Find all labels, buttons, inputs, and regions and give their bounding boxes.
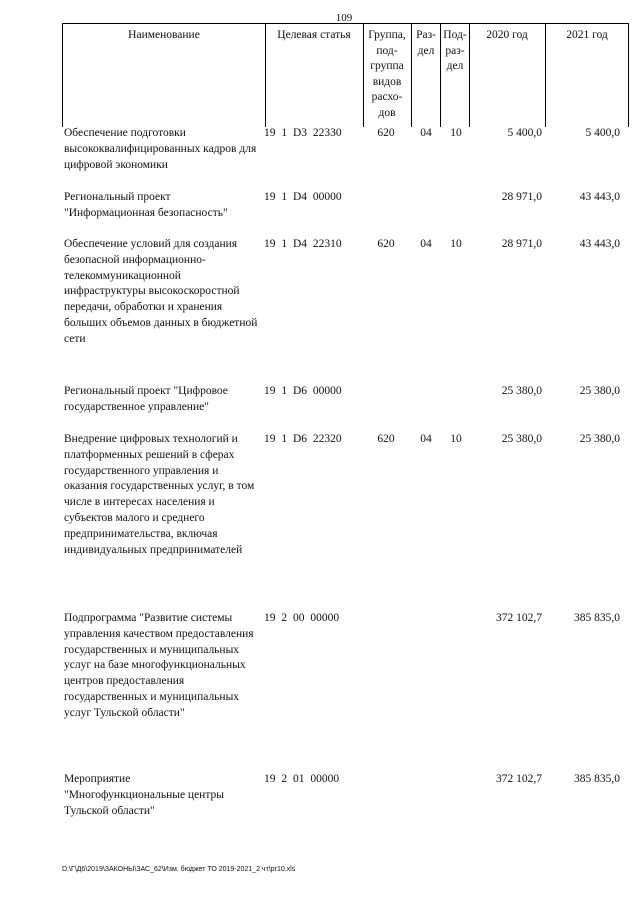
- row-group: 620: [377, 127, 395, 139]
- row-code: 19 2 01 00000: [264, 773, 340, 785]
- header-year-2020: 2020 год: [486, 29, 528, 41]
- row-2020: 28 971,0: [501, 238, 542, 250]
- table-border-right: [628, 23, 629, 127]
- row-razdel: 04: [420, 433, 432, 445]
- header-podrazdel: Под- раз- дел: [443, 29, 467, 72]
- row-2020: 28 971,0: [501, 191, 542, 203]
- header-group: Группа, под- группа видов расхо- дов: [368, 29, 406, 119]
- header-year-2021: 2021 год: [566, 29, 608, 41]
- page-number: 109: [335, 12, 353, 24]
- footer-file-path: D:\Г\Д6\2019\ЗАКОНЫ\ЗАС_62\Изм. бюджет ТО 2019-2021_2 чт\pr10.xls: [62, 866, 296, 873]
- row-code: 19 1 D4 00000: [264, 191, 342, 203]
- header-name: Наименование: [128, 29, 200, 41]
- table-border-left: [62, 23, 63, 127]
- row-name: Обеспечение подготовки высококвалифицированных кадров для цифровой экономики: [64, 127, 257, 171]
- row-name: Подпрограмма "Развитие системы управления качеством предоставления государственных и муниципальных услуг на базе многофункциональных центров предоставления государственных и муниципальных услуг Тульской области": [64, 612, 254, 719]
- row-2021: 385 835,0: [574, 773, 620, 785]
- row-name: Региональный проект "Информационная безопасность": [64, 191, 228, 219]
- row-2021: 385 835,0: [574, 612, 620, 624]
- row-code: 19 1 D3 22330: [264, 127, 342, 139]
- row-2020: 25 380,0: [501, 433, 542, 445]
- row-name: Региональный проект "Цифровое государственное управление": [64, 385, 228, 413]
- row-podrazdel: 10: [450, 433, 462, 445]
- row-group: 620: [377, 433, 395, 445]
- row-code: 19 1 D4 22310: [264, 238, 342, 250]
- header-razdel: Раз- дел: [416, 29, 436, 57]
- table-top-border: [62, 23, 628, 24]
- row-2021: 5 400,0: [585, 127, 620, 139]
- row-name: Внедрение цифровых технологий и платформенных решений в сферах государственного управления и оказания государственных услуг, в том числе в интересах населения и субъектов малого и среднего предпринимательства, включая индивидуальных предпринимателей: [64, 433, 255, 556]
- row-2021: 43 443,0: [579, 238, 620, 250]
- row-code: 19 1 D6 22320: [264, 433, 342, 445]
- row-group: 620: [377, 238, 395, 250]
- row-name: Мероприятие "Многофункциональные центры Тульской области": [64, 773, 224, 817]
- row-name: Обеспечение условий для создания безопасной информационно-телекоммуникационной инфраструктуры высокоскоростной передачи, обработки и хранения больших объемов данных в бюджетной сети: [64, 238, 258, 345]
- row-podrazdel: 10: [450, 127, 462, 139]
- row-razdel: 04: [420, 127, 432, 139]
- header-code: Целевая статья: [277, 29, 351, 41]
- row-2020: 5 400,0: [507, 127, 542, 139]
- table-divider: [265, 23, 266, 127]
- row-2020: 372 102,7: [496, 773, 542, 785]
- row-podrazdel: 10: [450, 238, 462, 250]
- row-2021: 25 380,0: [579, 385, 620, 397]
- row-2020: 25 380,0: [501, 385, 542, 397]
- row-code: 19 2 00 00000: [264, 612, 340, 624]
- row-2021: 25 380,0: [579, 433, 620, 445]
- row-razdel: 04: [420, 238, 432, 250]
- row-2021: 43 443,0: [579, 191, 620, 203]
- row-code: 19 1 D6 00000: [264, 385, 342, 397]
- row-2020: 372 102,7: [496, 612, 542, 624]
